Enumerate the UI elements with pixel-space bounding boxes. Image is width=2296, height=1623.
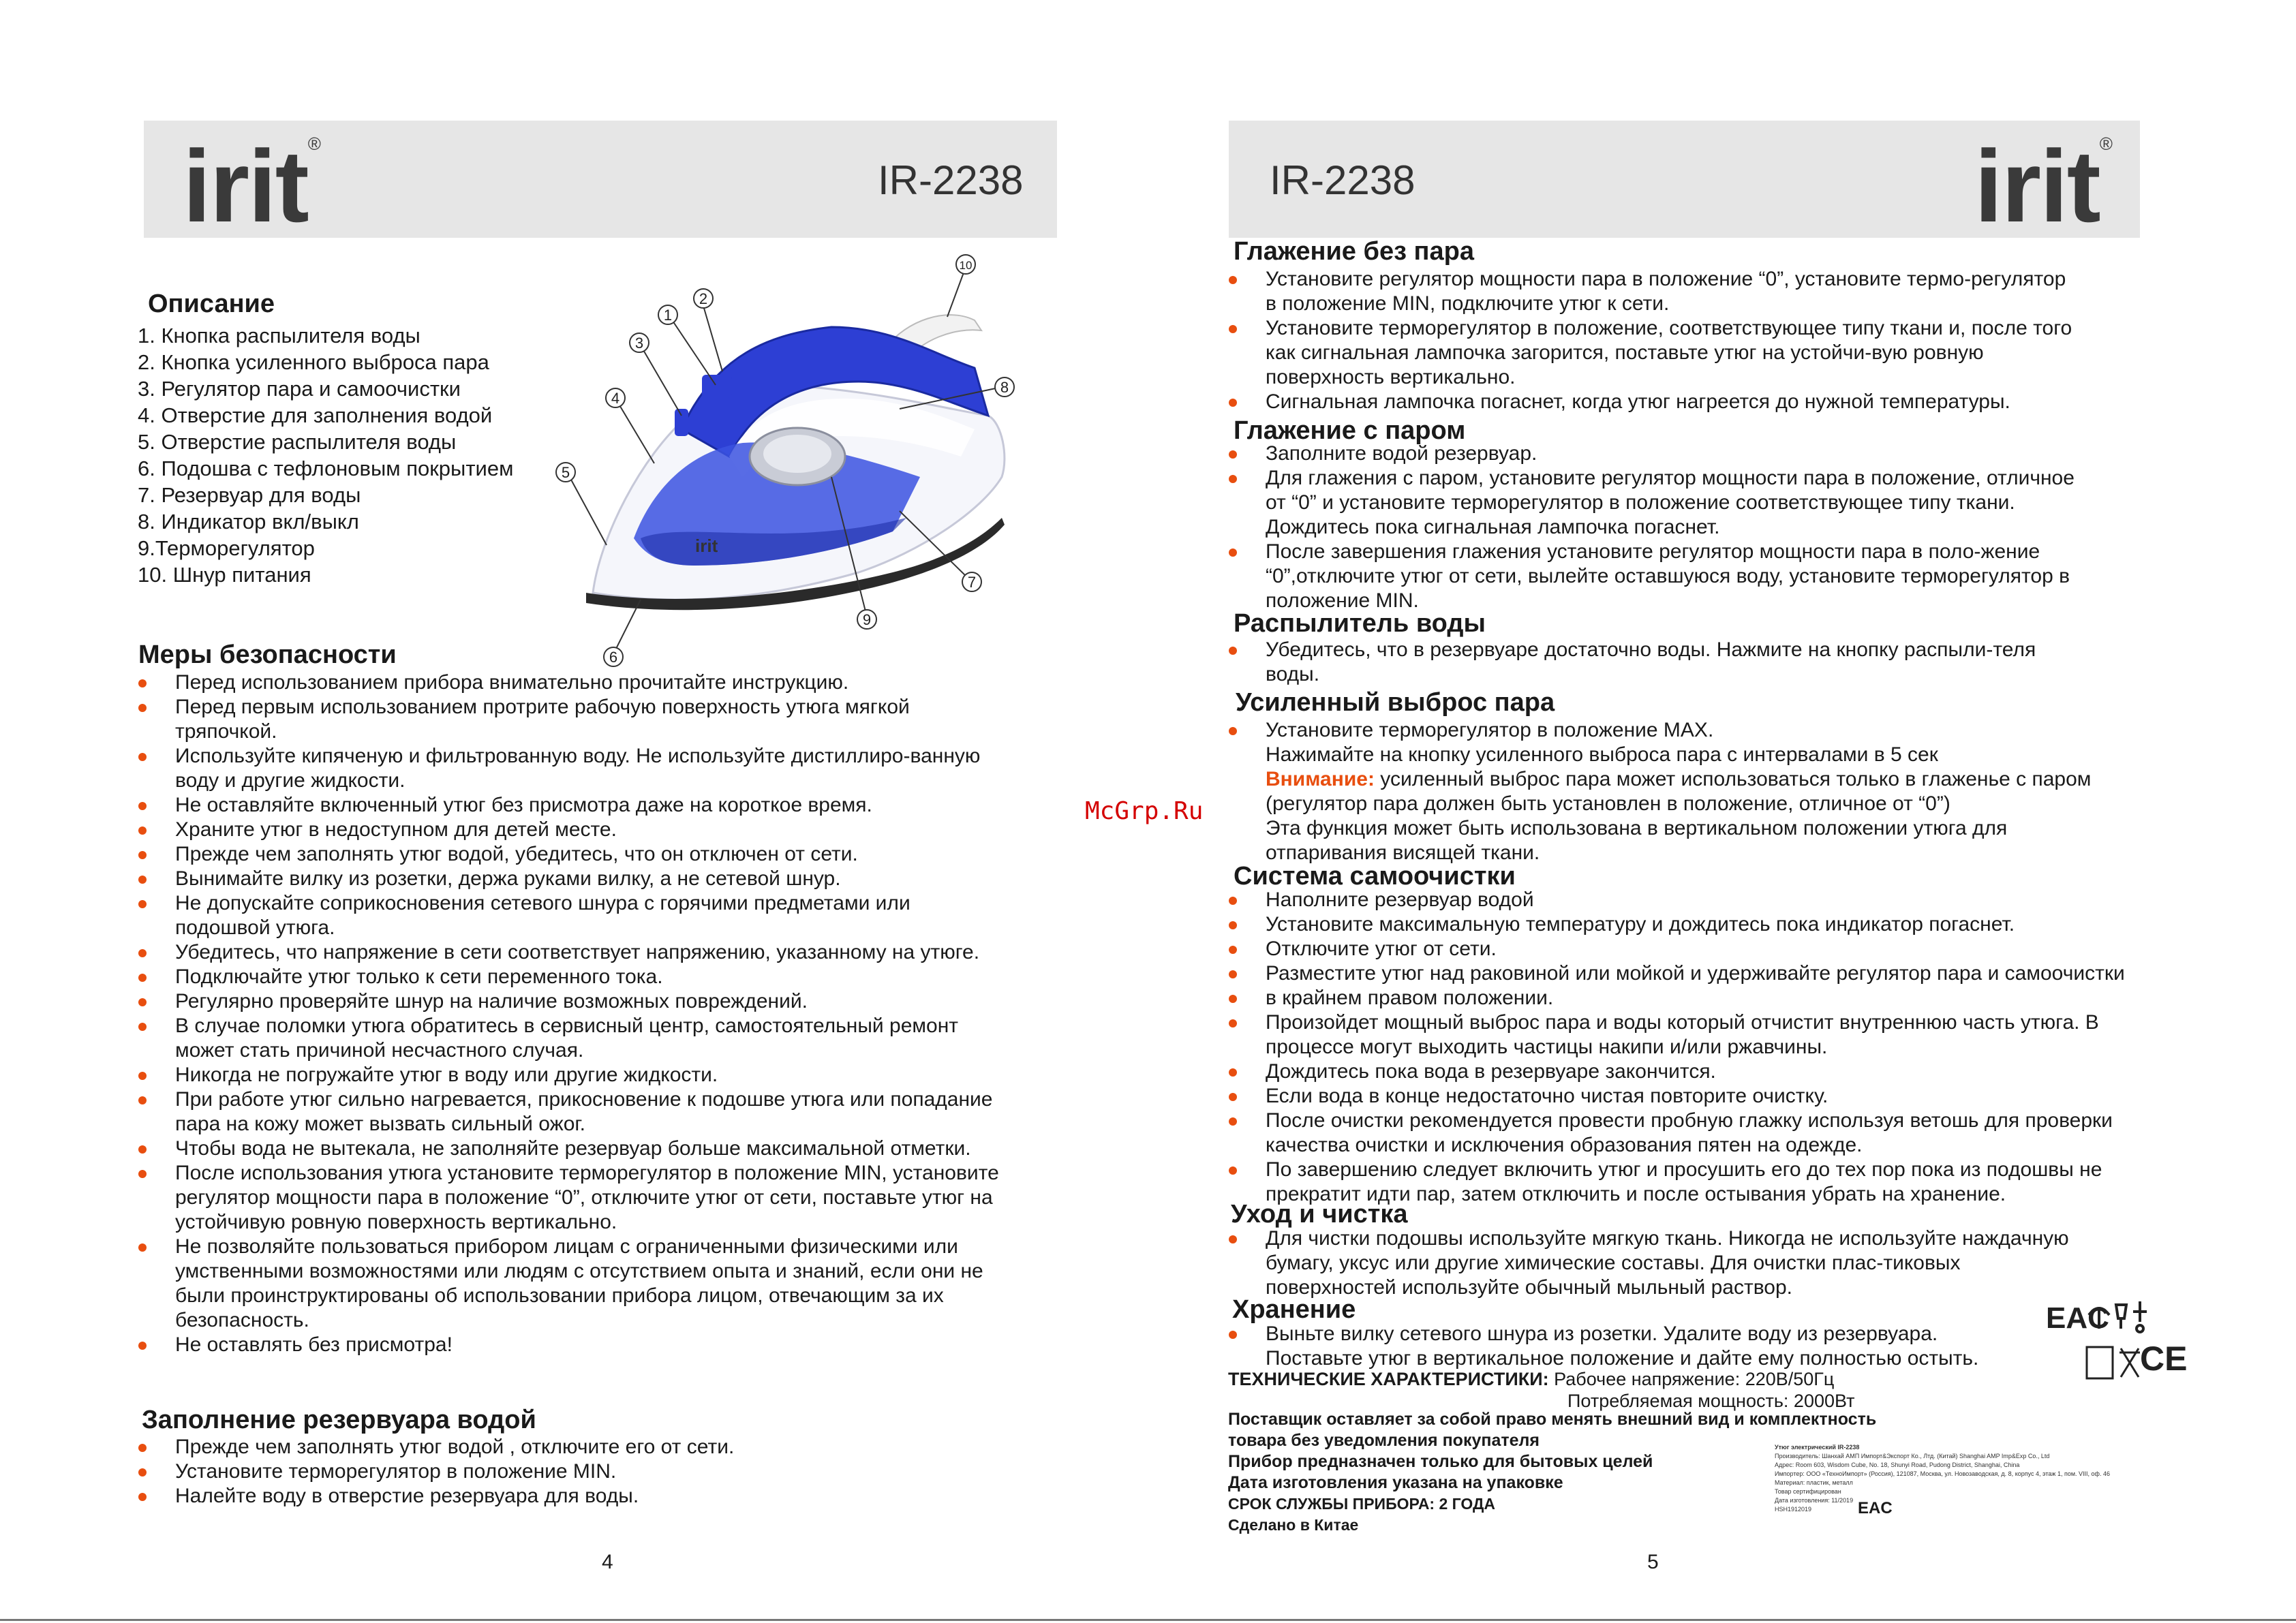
fine-print-line: Товар сертифицирован bbox=[1775, 1488, 1841, 1495]
fine-print-line: Материал: пластик, металл bbox=[1775, 1479, 1853, 1486]
fine-print-line: Импортер: ООО «ТехноИмпорт» (Россия), 121087, Москва, ул. Новозаводская, д. 8, корпус 4, этаж 1, пом. VIII, оф. 46 bbox=[1775, 1470, 2110, 1477]
bin-icon bbox=[2119, 1348, 2140, 1377]
list-item: Нажимайте на кнопку усиленного выброса пара с интервалами в 5 сек bbox=[1266, 743, 1938, 766]
bottom-rule bbox=[0, 1619, 2296, 1621]
eac-mark: EAC bbox=[2046, 1301, 2109, 1335]
callout-3: 3 bbox=[634, 335, 644, 352]
list-item: При работе утюг сильно нагревается, прикосновение к подошве утюга или попадание пара на кожу может вызвать сильный ожог. bbox=[138, 1087, 1011, 1137]
list-item: Установите максимальную температуру и дождитесь пока индикатор погаснет. bbox=[1229, 912, 2183, 937]
small-eac-mark: EAC bbox=[1858, 1499, 1893, 1517]
spray-list bbox=[1229, 638, 2081, 687]
callout-1: 1 bbox=[663, 307, 673, 324]
iron-illustration bbox=[538, 252, 1036, 675]
fine-print-label bbox=[1775, 1443, 2115, 1514]
list-item: Прежде чем заполнять утюг водой, убедитесь, что он отключен от сети. bbox=[138, 842, 1011, 867]
left-page-number: 4 bbox=[602, 1551, 613, 1573]
self-clean-title: Система самоочистки bbox=[1234, 862, 1516, 891]
spray-title: Распылитель воды bbox=[1234, 609, 1486, 638]
thermometer-icon bbox=[2133, 1301, 2147, 1332]
list-item: Дождитесь пока вода в резервуаре закончится. bbox=[1229, 1060, 2183, 1084]
list-item: 6. Подошва с тефлоновым покрытием bbox=[138, 457, 514, 480]
callout-4: 4 bbox=[611, 390, 620, 407]
fine-print-line: Дата изготовления: 11/2019 bbox=[1775, 1497, 1854, 1504]
list-item: Заполните водой резервуар. bbox=[1229, 442, 2081, 466]
specs-voltage: Рабочее напряжение: 220В/50Гц bbox=[1548, 1369, 1835, 1389]
list-item: Эта функция может быть использована в вертикальном положении утюга для отпаривания висящей ткани. bbox=[1266, 817, 2008, 864]
list-item: Для глажения с паром, установите регулятор мощности пара в положение, отличное от “0” и установите терморегулятор в положение соответствующее типу ткани. Дождитесь пока сигнальная лампочка погаснет. bbox=[1229, 466, 2081, 540]
callout-7: 7 bbox=[967, 574, 977, 591]
list-item: Налейте воду в отверстие резервуара для воды. bbox=[138, 1484, 888, 1509]
dry-ironing-list bbox=[1229, 267, 2081, 414]
list-item: Перед использованием прибора внимательно прочитайте инструкцию. bbox=[138, 670, 1011, 695]
right-logo-text: irit bbox=[1974, 129, 2100, 243]
list-item: По завершению следует включить утюг и просушить его до тех пор пока из подошвы не прекратит идти пар, затем отключить и после остывания убрать на хранение. bbox=[1229, 1158, 2183, 1207]
note-line: товара без уведомления покупателя bbox=[1228, 1431, 1540, 1450]
list-item: Прежде чем заполнять утюг водой , отключите его от сети. bbox=[138, 1435, 888, 1459]
callout-5: 5 bbox=[561, 464, 570, 481]
list-item: Если вода в конце недостаточно чистая повторите очистку. bbox=[1229, 1084, 2183, 1109]
list-item: 5. Отверстие распылителя воды bbox=[138, 430, 457, 454]
fine-print-line: Адрес: Room 603, Wisdom Cube, No. 18, Shunyi Road, Pudong District, Shanghai, China bbox=[1775, 1462, 2020, 1468]
iron-brand-label: irit bbox=[695, 536, 718, 556]
list-item: Для чистки подошвы используйте мягкую ткань. Никогда не используйте наждачную бумагу, уксус или другие химические составы. Для очистки плас-тиковых поверхностей используйте обычный мыльный раствор. bbox=[1229, 1226, 2081, 1300]
right-logo: irit® bbox=[1974, 129, 2111, 243]
recycle-icon bbox=[2087, 1347, 2113, 1378]
right-model: IR-2238 bbox=[1270, 157, 1415, 203]
storage-title: Хранение bbox=[1232, 1295, 1356, 1324]
callout-10: 10 bbox=[959, 259, 973, 272]
boost-title: Усиленный выброс пара bbox=[1236, 688, 1555, 717]
left-logo: irit® bbox=[183, 129, 320, 243]
self-clean-list bbox=[1229, 888, 2183, 1207]
list-item: 3. Регулятор пара и самоочистки bbox=[138, 377, 461, 401]
list-item: в крайнем правом положении. bbox=[1229, 986, 2183, 1010]
list-item: 4. Отверстие для заполнения водой bbox=[138, 403, 493, 427]
list-item: Установите терморегулятор в положение MAX. bbox=[1229, 718, 2115, 743]
list-item: 7. Резервуар для воды bbox=[138, 483, 361, 507]
list-item: Используйте кипяченую и фильтрованную воду. Не используйте дистиллиро-ванную воду и другие жидкости. bbox=[138, 744, 1011, 793]
list-item: Храните утюг в недоступном для детей месте. bbox=[138, 818, 1011, 842]
list-item: Не позволяйте пользоваться прибором лицам с ограниченными физическими или умственными возможностями или людям с отсутствием опыта и знаний, если они не были проинструктированы об использовании прибора лицом, отвечающим за их безопасность. bbox=[138, 1235, 1011, 1333]
glass-icon bbox=[2116, 1305, 2126, 1329]
list-item: Не оставлять без присмотра! bbox=[138, 1333, 1011, 1357]
care-list bbox=[1229, 1226, 2081, 1300]
list-item: Регулярно проверяйте шнур на наличие возможных повреждений. bbox=[138, 989, 1011, 1014]
note-line: СРОК СЛУЖБЫ ПРИБОРА: 2 ГОДА bbox=[1228, 1495, 1495, 1513]
list-item: Никогда не погружайте утюг в воду или другие жидкости. bbox=[138, 1063, 1011, 1087]
callout-2: 2 bbox=[699, 290, 708, 307]
list-item: Подключайте утюг только к сети переменного тока. bbox=[138, 965, 1011, 989]
list-item: Убедитесь, что напряжение в сети соответствует напряжению, указанному на утюге. bbox=[138, 940, 1011, 965]
specs-label: ТЕХНИЧЕСКИЕ ХАРАКТЕРИСТИКИ: bbox=[1228, 1369, 1549, 1389]
list-item: Вынимайте вилку из розетки, держа руками вилку, а не сетевой шнур. bbox=[138, 867, 1011, 891]
storage-list bbox=[1229, 1322, 2033, 1371]
callout-9: 9 bbox=[862, 611, 872, 628]
left-model: IR-2238 bbox=[878, 157, 1024, 203]
list-item: Чтобы вода не вытекала, не заполняйте резервуар больше максимальной отметки. bbox=[138, 1137, 1011, 1161]
note-line: Дата изготовления указана на упаковке bbox=[1228, 1473, 1563, 1492]
list-item: Отключите утюг от сети. bbox=[1229, 937, 2183, 961]
list-item: Сигнальная лампочка погаснет, когда утюг нагреется до нужной температуры. bbox=[1229, 390, 2081, 414]
fine-print-line: Производитель: Шанхай АМП Импорт&Экспорт Ко., Лтд. (Китай) Shanghai AMP Imp&Exp Co., Ltd bbox=[1775, 1453, 2050, 1459]
care-title: Уход и чистка bbox=[1231, 1200, 1408, 1228]
dry-ironing-title: Глажение без пара bbox=[1234, 237, 1474, 266]
list-item: 10. Шнур питания bbox=[138, 563, 311, 587]
fine-print-line: Утюг электрический IR-2238 bbox=[1775, 1444, 1860, 1451]
list-item: 2. Кнопка усиленного выброса пара bbox=[138, 350, 489, 374]
fill-list bbox=[138, 1435, 888, 1509]
steam-ironing-title: Глажение с паром bbox=[1234, 416, 1466, 445]
list-item: Наполните резервуар водой bbox=[1229, 888, 2183, 912]
list-item: Установите терморегулятор в положение MIN. bbox=[138, 1459, 888, 1484]
spray-button bbox=[702, 375, 732, 398]
description-title: Описание bbox=[148, 290, 275, 318]
description-list bbox=[138, 322, 513, 588]
callout-8: 8 bbox=[1000, 379, 1009, 396]
list-item: После завершения глажения установите регулятор мощности пара в поло-жение “0”,отключите утюг от сети, вылейте оставшуюся воду, установите терморегулятор в положение MIN. bbox=[1229, 540, 2081, 613]
safety-list bbox=[138, 670, 1011, 1357]
steam-regulator bbox=[675, 409, 688, 436]
list-item: Произойдет мощный выброс пара и воды который отчистит внутреннюю часть утюга. В процессе могут выходить частицы накипи и/или ржавчины. bbox=[1229, 1010, 2183, 1060]
list-item: Убедитесь, что в резервуаре достаточно воды. Нажмите на кнопку распыли-теля воды. bbox=[1229, 638, 2081, 687]
list-item: Разместите утюг над раковиной или мойкой и удерживайте регулятор пара и самоочистки bbox=[1229, 961, 2183, 986]
watermark: McGrp.Ru bbox=[1085, 797, 1204, 825]
list-item: Выньте вилку сетевого шнура из розетки. Удалите воду из резервуара. Поставьте утюг в вертикальное положение и дайте ему полностью остыть. bbox=[1229, 1322, 2033, 1371]
list-item: Перед первым использованием протрите рабочую поверхность утюга мягкой тряпочкой. bbox=[138, 695, 1011, 744]
warning-label: Внимание: bbox=[1266, 768, 1375, 790]
list-item: 1. Кнопка распылителя воды bbox=[138, 324, 420, 347]
specs-line bbox=[1228, 1368, 1834, 1390]
safety-title: Меры безопасности bbox=[138, 640, 397, 669]
fine-print-line: HSH1912019 bbox=[1775, 1506, 1812, 1513]
note-line: Прибор предназначен только для бытовых целей bbox=[1228, 1452, 1653, 1471]
boost-list bbox=[1229, 718, 2115, 865]
umbrella-icon bbox=[2089, 1308, 2109, 1329]
left-logo-text: irit bbox=[183, 129, 308, 243]
note-line: Поставщик оставляет за собой право менять внешний вид и комплектность bbox=[1228, 1410, 1877, 1429]
specs-power: Потребляемая мощность: 2000Вт bbox=[1567, 1391, 1855, 1411]
list-item: В случае поломки утюга обратитесь в сервисный центр, самостоятельный ремонт может стать причиной несчастного случая. bbox=[138, 1014, 1011, 1063]
list-item: После очистки рекомендуется провести пробную глажку используя ветошь для проверки качества очистки и исключения образования пятен на одежде. bbox=[1229, 1109, 2183, 1158]
list-item: Установите регулятор мощности пара в положение “0”, установите термо-регулятор в положение MIN, подключите утюг к сети. bbox=[1229, 267, 2081, 316]
list-item: Внимание: усиленный выброс пара может использоваться только в глаженье с паром (регулятор пара должен быть установлен в положение, отличное от “0”) bbox=[1266, 768, 2092, 815]
list-item: Установите терморегулятор в положение, соответствующее типу ткани и, после того как сигнальная лампочка загорится, поставьте утюг на устойчи-вую ровную поверхность вертикально. bbox=[1229, 316, 2081, 390]
note-line: Сделано в Китае bbox=[1228, 1516, 1359, 1534]
ce-mark: CE bbox=[2140, 1340, 2188, 1378]
callout-6: 6 bbox=[609, 649, 618, 666]
list-item: Не оставляйте включенный утюг без присмотра даже на короткое время. bbox=[138, 793, 1011, 818]
fill-title: Заполнение резервуара водой bbox=[142, 1406, 536, 1434]
steam-ironing-list bbox=[1229, 442, 2081, 613]
list-item: После использования утюга установите терморегулятор в положение MIN, установите регулятор мощности пара в положение “0”, отключите утюг от сети, поставьте утюг на устойчивую ровную поверхность вертикально. bbox=[138, 1161, 1011, 1235]
right-page-number: 5 bbox=[1647, 1551, 1659, 1573]
list-item: Не допускайте соприкосновения сетевого шнура с горячими предметами или подошвой утюга. bbox=[138, 891, 1011, 940]
list-item: 8. Индикатор вкл/выкл bbox=[138, 510, 359, 534]
list-item: 9.Терморегулятор bbox=[138, 536, 315, 560]
